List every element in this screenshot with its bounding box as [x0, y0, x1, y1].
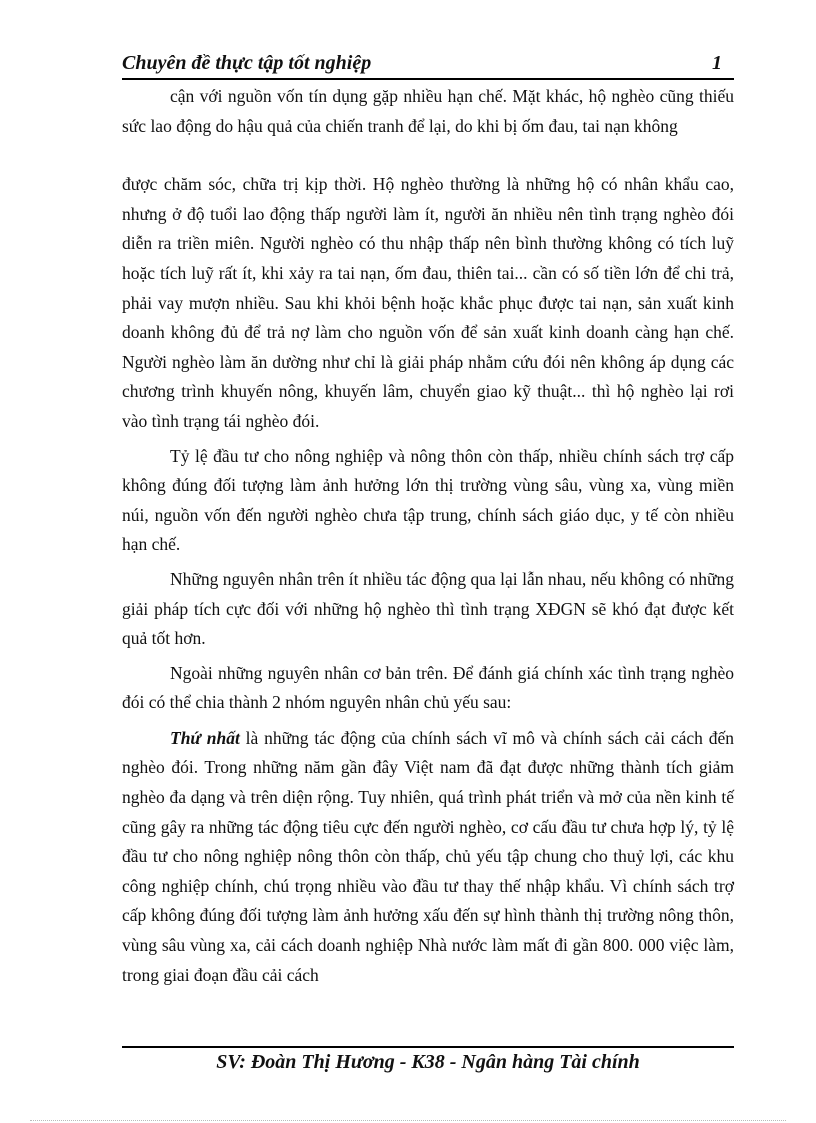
document-body — [122, 82, 734, 990]
paragraph-2: được chăm sóc, chữa trị kịp thời. Hộ nghèo thường là những hộ có nhân khẩu cao, nhưng ở độ tuổi lao động thấp người làm ít, người ăn nhiều nên tình trạng nghèo đói diễn ra triền miên. Người nghèo có thu nhập thấp nên bình thường không có tích luỹ hoặc tích luỹ rất ít, khi xảy ra tai nạn, ốm đau, thiên tai... cần có số tiền lớn để chi trả, phải vay mượn nhiều. Sau khi khỏi bệnh hoặc khắc phục được tai nạn, sản xuất kinh doanh không đủ để trả nợ làm cho nguồn vốn để sản xuất kinh doanh càng hạn chế. Người nghèo làm ăn dường như chỉ là giải pháp nhằm cứu đói nên không áp dụng các chương trình khuyến nông, khuyến lâm, chuyển giao kỹ thuật... thì hộ nghèo lại rơi vào tình trạng tái nghèo đói. — [122, 174, 734, 431]
page-header — [122, 50, 734, 80]
page-footer: SV: Đoàn Thị Hương - K38 - Ngân hàng Tài chính — [216, 1051, 640, 1073]
footer-rule — [122, 1046, 734, 1048]
paragraph-6 — [122, 724, 734, 990]
page-edge-dots — [30, 1120, 786, 1121]
paragraph-1: cận với nguồn vốn tín dụng gặp nhiều hạn chế. Mặt khác, hộ nghèo cũng thiếu sức lao động do hậu quả của chiến tranh để lại, do khi bị ốm đau, tai nạn không — [122, 86, 734, 136]
paragraph-4: Những nguyên nhân trên ít nhiều tác động qua lại lẫn nhau, nếu không có những giải pháp tích cực đối với những hộ nghèo thì tình trạng XĐGN sẽ khó đạt được kết quả tốt hơn. — [122, 568, 734, 649]
emphasis-first: Thứ nhất — [170, 727, 240, 748]
page-number: 1 — [712, 52, 722, 74]
paragraph-6-text: là những tác động của chính sách vĩ mô và chính sách cải cách đến nghèo đói. Trong những năm gần đây Việt nam đã đạt được những thành tích giảm nghèo đa dạng và trên diện rộng. Tuy nhiên, quá trình phát triển và mở của nền kinh tế cũng gây ra những tác động tiêu cực đến người nghèo, cơ cấu đầu tư chưa hợp lý, tỷ lệ đầu tư cho nông nghiệp nông thôn còn thấp, chủ yếu tập chung cho thuỷ lợi, các khu công nghiệp chính, chú trọng nhiều vào đầu tư thay thế nhập khẩu. Vì chính sách trợ cấp không đúng đối tượng làm ảnh hưởng xấu đến sự hình thành thị trường nông thôn, vùng sâu vùng xa, cải cách doanh nghiệp Nhà nước làm mất đi gần 800. 000 việc làm, trong giai đoạn đầu cải cách — [122, 727, 735, 985]
paragraph-3: Tỷ lệ đầu tư cho nông nghiệp và nông thôn còn thấp, nhiều chính sách trợ cấp không đúng đối tượng làm ảnh hưởng lớn thị trường vùng sâu, vùng xa, vùng miền núi, nguồn vốn đến người nghèo chưa tập trung, chính sách giáo dục, y tế còn nhiều hạn chế. — [122, 445, 734, 555]
paragraph-5: Ngoài những nguyên nhân cơ bản trên. Để đánh giá chính xác tình trạng nghèo đói có thể chia thành 2 nhóm nguyên nhân chủ yếu sau: — [122, 662, 734, 713]
header-title: Chuyên đề thực tập tốt nghiệp — [122, 52, 372, 74]
